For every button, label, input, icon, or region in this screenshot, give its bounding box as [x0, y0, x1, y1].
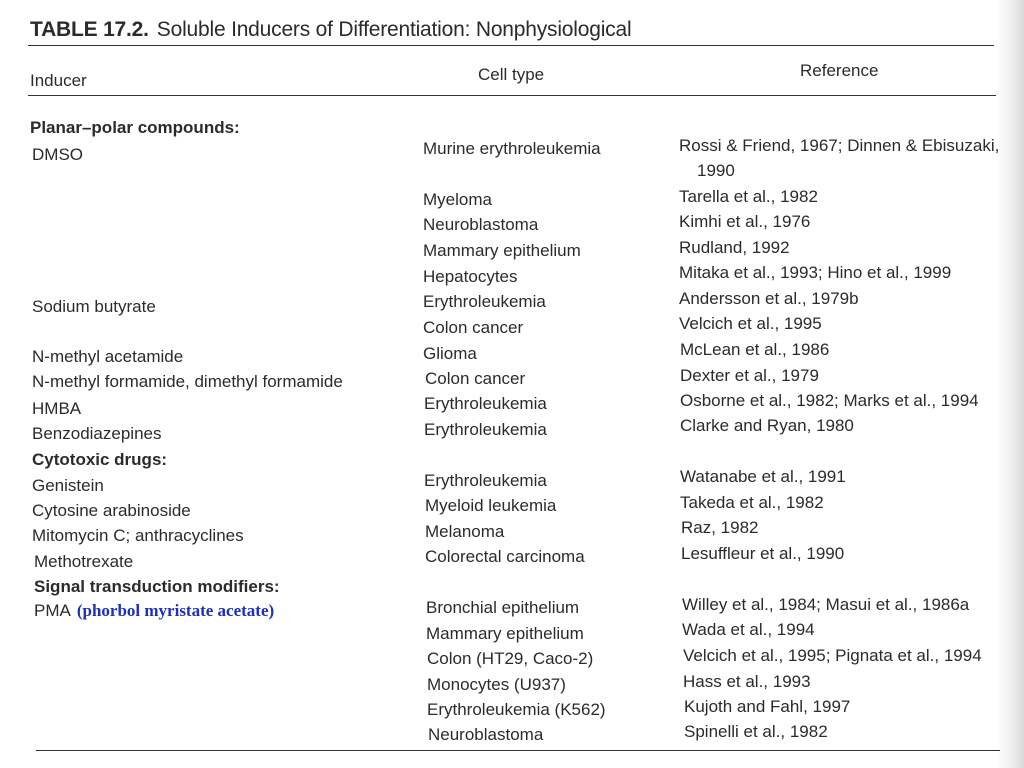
cell-type-text: Erythroleukemia [424, 420, 547, 439]
cell-type [423, 318, 523, 338]
cell-type [423, 241, 581, 261]
cell-type-text: Melanoma [425, 522, 505, 541]
cell-type-text: Bronchial epithelium [426, 598, 580, 617]
cell-type [424, 471, 547, 491]
reference-citation-text: Willey et al., 1984; Masui et al., 1986a [682, 595, 970, 614]
cell-type [423, 344, 477, 364]
inducer-name-text: Mitomycin C; anthracyclines [32, 526, 244, 545]
inducer-name [32, 501, 191, 521]
inducer-name [32, 476, 104, 496]
reference-citation [679, 136, 999, 156]
reference-citation [680, 366, 819, 386]
table-label: TABLE 17.2. [30, 18, 149, 41]
cell-type [428, 725, 543, 745]
inducer-name [32, 372, 343, 392]
cell-type [423, 267, 518, 287]
reference-citation [683, 646, 982, 666]
reference-citation-text: Dexter et al., 1979 [680, 366, 819, 385]
reference-citation-text: 1990 [697, 161, 735, 180]
cell-type [425, 522, 504, 542]
reference-citation [681, 518, 759, 538]
cell-type-text: Myeloma [423, 190, 492, 209]
bottom-rule [36, 750, 1000, 751]
inducer-name [32, 526, 244, 546]
inducer-name-text: HMBA [32, 399, 82, 418]
reference-citation [679, 212, 810, 232]
section-heading [34, 577, 280, 597]
inducer-annotation: (phorbol myristate acetate) [76, 601, 275, 620]
inducer-name-text: N-methyl acetamide [32, 347, 184, 366]
cell-type [425, 547, 585, 567]
cell-type-text: Erythroleukemia [424, 394, 547, 413]
cell-type [423, 190, 492, 210]
reference-citation [684, 697, 850, 717]
reference-citation [680, 340, 829, 360]
reference-citation [679, 238, 790, 258]
inducer-name [32, 347, 183, 367]
cell-type [426, 624, 584, 644]
reference-citation-text: Andersson et al., 1979b [679, 289, 859, 308]
section-heading-text: Cytotoxic drugs: [32, 450, 168, 469]
cell-type-text: Myeloid leukemia [425, 496, 557, 515]
section-heading [32, 450, 167, 470]
cell-type [427, 700, 606, 720]
reference-citation-text: Wada et al., 1994 [682, 620, 815, 639]
cell-type [423, 292, 546, 312]
cell-type [425, 369, 525, 389]
reference-citation-text: Tarella et al., 1982 [679, 187, 818, 206]
page-edge-shadow [996, 0, 1024, 768]
cell-type [423, 215, 538, 235]
reference-citation [679, 314, 822, 334]
reference-citation [680, 416, 854, 436]
cell-type-text: Colon (HT29, Caco-2) [427, 649, 594, 668]
reference-citation-text: McLean et al., 1986 [680, 340, 830, 359]
inducer-name [32, 297, 156, 317]
reference-citation-text: Rudland, 1992 [679, 238, 790, 257]
table-caption: Soluble Inducers of Differentiation: Nonphysiological [156, 18, 632, 41]
inducer-name [32, 424, 161, 444]
header-inducer: Inducer [30, 71, 87, 90]
reference-citation-text: Watanabe et al., 1991 [680, 467, 846, 486]
cell-type-text: Monocytes (U937) [427, 675, 566, 694]
reference-citation-text: Osborne et al., 1982; Marks et al., 1994 [680, 391, 979, 410]
inducer-name-text: DMSO [32, 145, 83, 164]
cell-type-text: Neuroblastoma [428, 725, 544, 744]
reference-citation-text: Kujoth and Fahl, 1997 [684, 697, 851, 716]
inducer-name-text: Sodium butyrate [32, 297, 156, 316]
top-rule [28, 45, 994, 46]
header-reference: Reference [800, 61, 879, 80]
cell-type-text: Hepatocytes [423, 267, 518, 286]
cell-type-text: Mammary epithelium [426, 624, 584, 643]
inducer-name [34, 552, 133, 572]
reference-citation-text: Rossi & Friend, 1967; Dinnen & Ebisuzaki, [679, 136, 1000, 155]
cell-type-text: Erythroleukemia [424, 471, 547, 490]
inducer-name-text: Benzodiazepines [32, 424, 162, 443]
reference-citation [680, 391, 979, 411]
reference-citation-text: Lesuffleur et al., 1990 [681, 544, 845, 563]
reference-citation-text: Velcich et al., 1995; Pignata et al., 1994 [683, 646, 982, 665]
reference-citation [683, 672, 811, 692]
header-rule [28, 95, 996, 96]
reference-citation [697, 161, 735, 181]
cell-type-text: Erythroleukemia (K562) [427, 700, 606, 719]
cell-type [426, 598, 579, 618]
cell-type-text: Glioma [423, 344, 477, 363]
reference-citation [680, 493, 824, 513]
reference-citation [680, 467, 846, 487]
cell-type-text: Neuroblastoma [423, 215, 539, 234]
reference-citation [679, 263, 951, 283]
reference-citation-text: Mitaka et al., 1993; Hino et al., 1999 [679, 263, 952, 282]
reference-citation [681, 544, 844, 564]
header-cell-type: Cell type [478, 65, 545, 84]
cell-type [425, 496, 556, 516]
reference-citation [684, 722, 828, 742]
cell-type-text: Colon cancer [425, 369, 526, 388]
reference-citation-text: Kimhi et al., 1976 [679, 212, 811, 231]
reference-citation [679, 187, 818, 207]
inducer-name [34, 601, 274, 621]
inducer-name-text: Cytosine arabinoside [32, 501, 191, 520]
reference-citation-text: Raz, 1982 [681, 518, 759, 537]
section-heading [30, 118, 240, 138]
cell-type-text: Mammary epithelium [423, 241, 581, 260]
section-heading-text: Signal transduction modifiers: [34, 577, 280, 596]
inducer-name [32, 145, 83, 165]
cell-type-text: Erythroleukemia [423, 292, 546, 311]
inducer-name-text: PMA [34, 601, 71, 620]
cell-type [427, 649, 593, 669]
inducer-name-text: Genistein [32, 476, 104, 495]
cell-type-text: Colon cancer [423, 318, 524, 337]
reference-citation [679, 289, 859, 309]
inducer-name [32, 399, 81, 419]
cell-type-text: Colorectal carcinoma [425, 547, 585, 566]
reference-citation [682, 620, 815, 640]
cell-type-text: Murine erythroleukemia [423, 139, 601, 158]
cell-type [423, 139, 601, 159]
reference-citation-text: Clarke and Ryan, 1980 [680, 416, 854, 435]
reference-citation-text: Spinelli et al., 1982 [684, 722, 828, 741]
reference-citation-text: Velcich et al., 1995 [679, 314, 822, 333]
table-title [30, 18, 631, 42]
cell-type [424, 394, 547, 414]
reference-citation [682, 595, 969, 615]
reference-citation-text: Takeda et al., 1982 [680, 493, 824, 512]
inducer-name-text: Methotrexate [34, 552, 134, 571]
cell-type [427, 675, 566, 695]
cell-type [424, 420, 547, 440]
reference-citation-text: Hass et al., 1993 [683, 672, 811, 691]
inducer-name-text: N-methyl formamide, dimethyl formamide [32, 372, 343, 391]
section-heading-text: Planar–polar compounds: [30, 118, 240, 137]
